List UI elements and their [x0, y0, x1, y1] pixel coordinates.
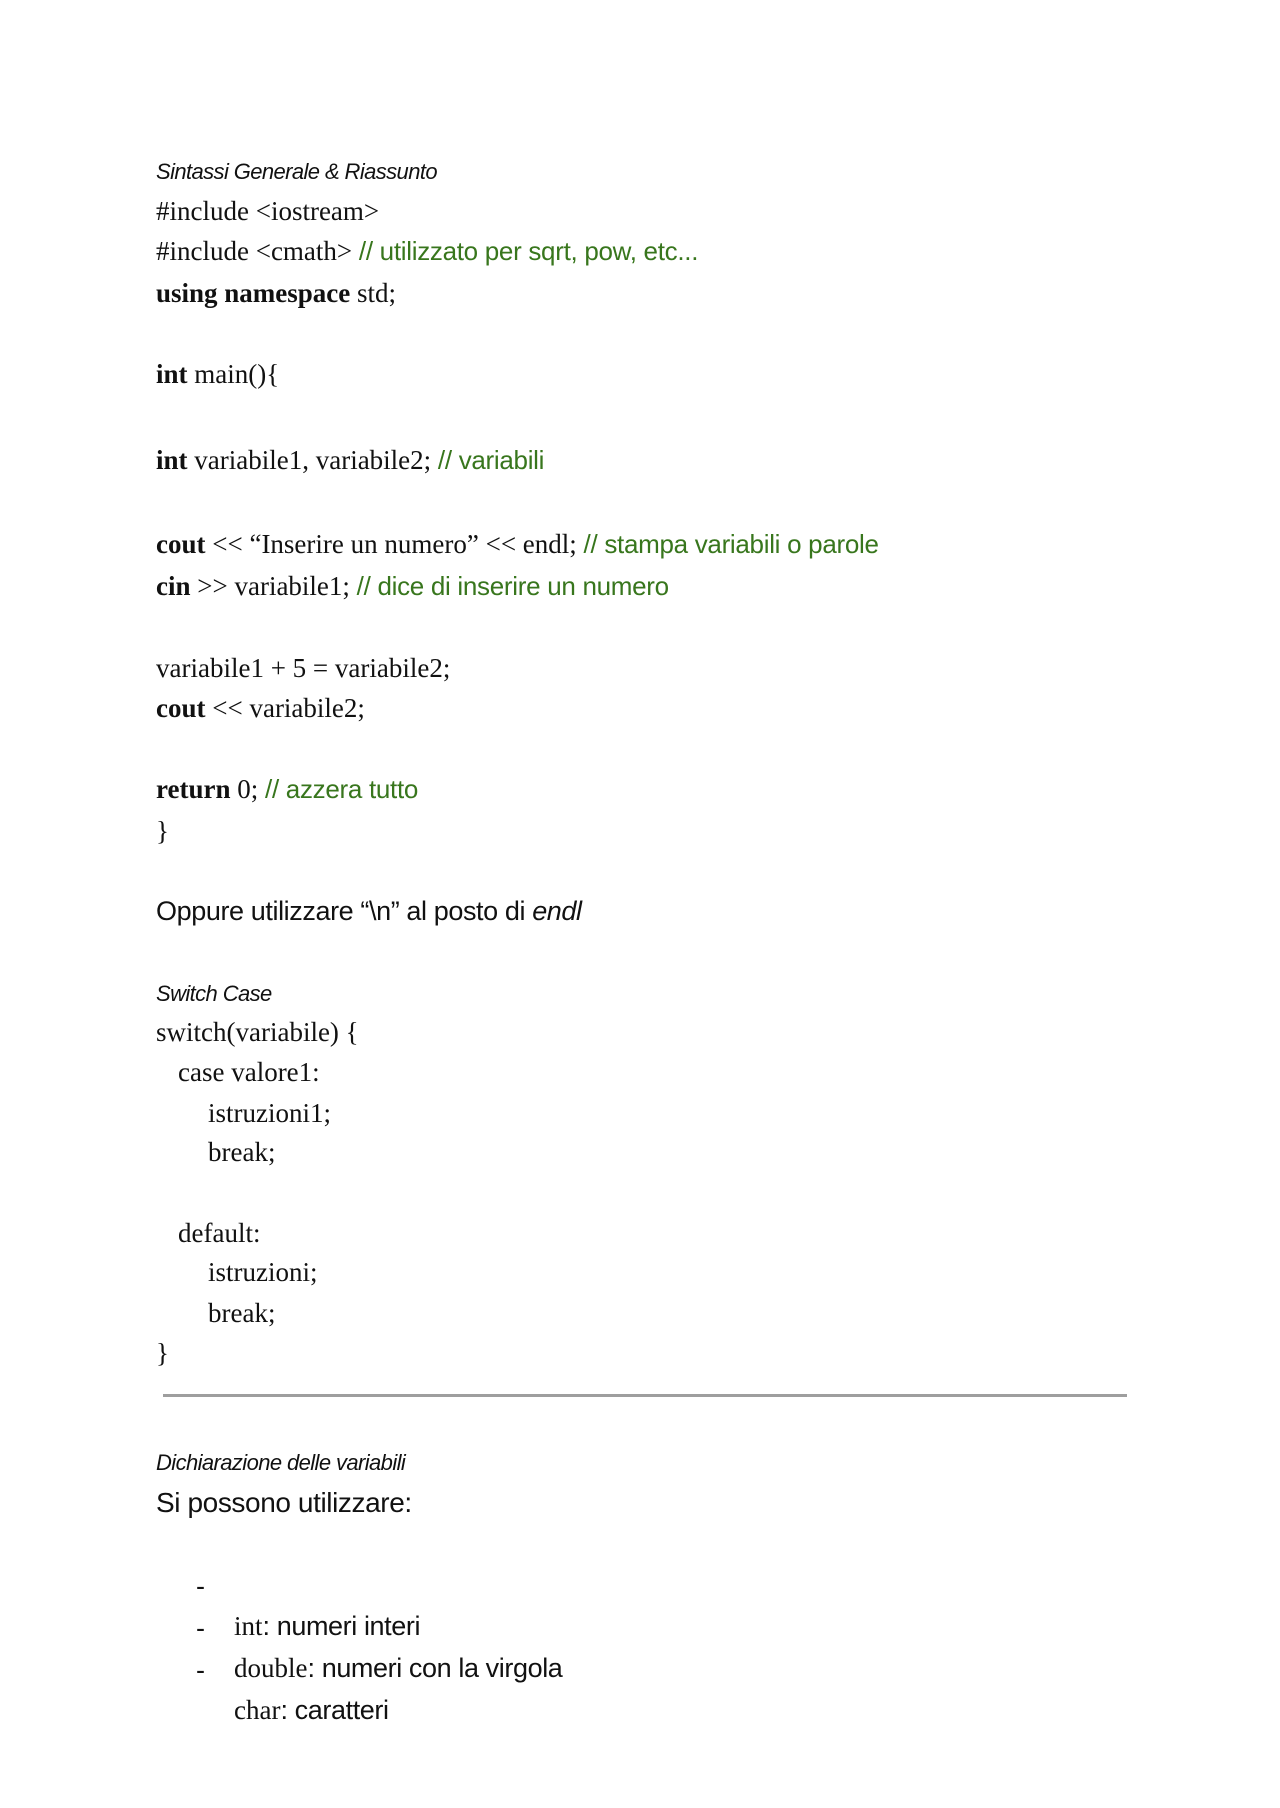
code-line [156, 191, 379, 231]
heading-sintassi: Sintassi Generale & Riassunto [156, 159, 437, 184]
code-text: std; [350, 278, 397, 308]
code-text: #include <iostream> [156, 196, 380, 226]
code-line: switch(variabile) { [156, 1017, 359, 1047]
code-line: istruzioni; [208, 1257, 318, 1287]
code-text: main(){ [187, 359, 280, 389]
code-text: << variabile2; [205, 693, 365, 723]
code-line [156, 688, 365, 728]
bullet-dash: - [196, 1655, 205, 1685]
code-text: #include <cmath> [156, 236, 359, 266]
type-desc: : numeri con la virgola [307, 1653, 563, 1683]
note-emphasis: endl [532, 896, 582, 926]
code-line [156, 524, 879, 564]
code-comment: // utilizzato per sqrt, pow, etc... [358, 236, 699, 266]
bullet-dash: - [196, 1571, 205, 1601]
keyword: int [156, 445, 188, 475]
keyword: int [156, 359, 188, 389]
horizontal-rule [163, 1394, 1127, 1397]
code-comment: // stampa variabili o parole [583, 529, 879, 559]
code-line: default: [178, 1218, 261, 1248]
code-line [156, 354, 279, 394]
code-line: } [156, 1338, 169, 1368]
heading-switch: Switch Case [156, 981, 272, 1006]
code-text: 0; [230, 774, 266, 804]
item-text [234, 1648, 562, 1688]
code-line [156, 648, 450, 688]
code-text: << “Inserire un numero” << endl; [205, 529, 584, 559]
intro-text: Si possono utilizzare: [156, 1487, 412, 1518]
code-text: variabile1, variabile2; [187, 445, 438, 475]
code-comment: // azzera tutto [265, 774, 419, 804]
code-line: istruzioni1; [208, 1098, 331, 1128]
endl-note [156, 891, 582, 931]
code-line [156, 440, 544, 480]
heading-dichiarazione: Dichiarazione delle variabili [156, 1450, 406, 1475]
type-name: double [234, 1653, 308, 1683]
item-text [234, 1690, 389, 1730]
code-line [156, 566, 669, 606]
keyword: cout [156, 529, 206, 559]
code-text: >> variabile1; [190, 571, 357, 601]
code-comment: // dice di inserire un numero [356, 571, 669, 601]
bullet-dash: - [196, 1613, 205, 1643]
code-line [156, 769, 418, 809]
code-line [156, 811, 169, 851]
keyword: return [156, 774, 231, 804]
note-text: Oppure utilizzare “\n” al posto di [156, 896, 533, 926]
code-line: break; [208, 1137, 276, 1167]
type-desc: : numeri interi [262, 1611, 421, 1641]
keyword: cout [156, 693, 206, 723]
type-desc: : caratteri [280, 1695, 389, 1725]
code-line [156, 273, 396, 313]
code-line: break; [208, 1298, 276, 1328]
keyword: cin [156, 571, 191, 601]
type-name: int [234, 1611, 263, 1641]
keyword: using namespace [156, 278, 351, 308]
code-text: } [156, 816, 169, 846]
type-name: char [234, 1695, 281, 1725]
list-item [0, 1526, 1280, 1641]
code-text: variabile1 + 5 = variabile2; [156, 653, 451, 683]
code-line [156, 231, 698, 271]
code-comment: // variabili [437, 445, 545, 475]
code-line: case valore1: [178, 1057, 320, 1087]
